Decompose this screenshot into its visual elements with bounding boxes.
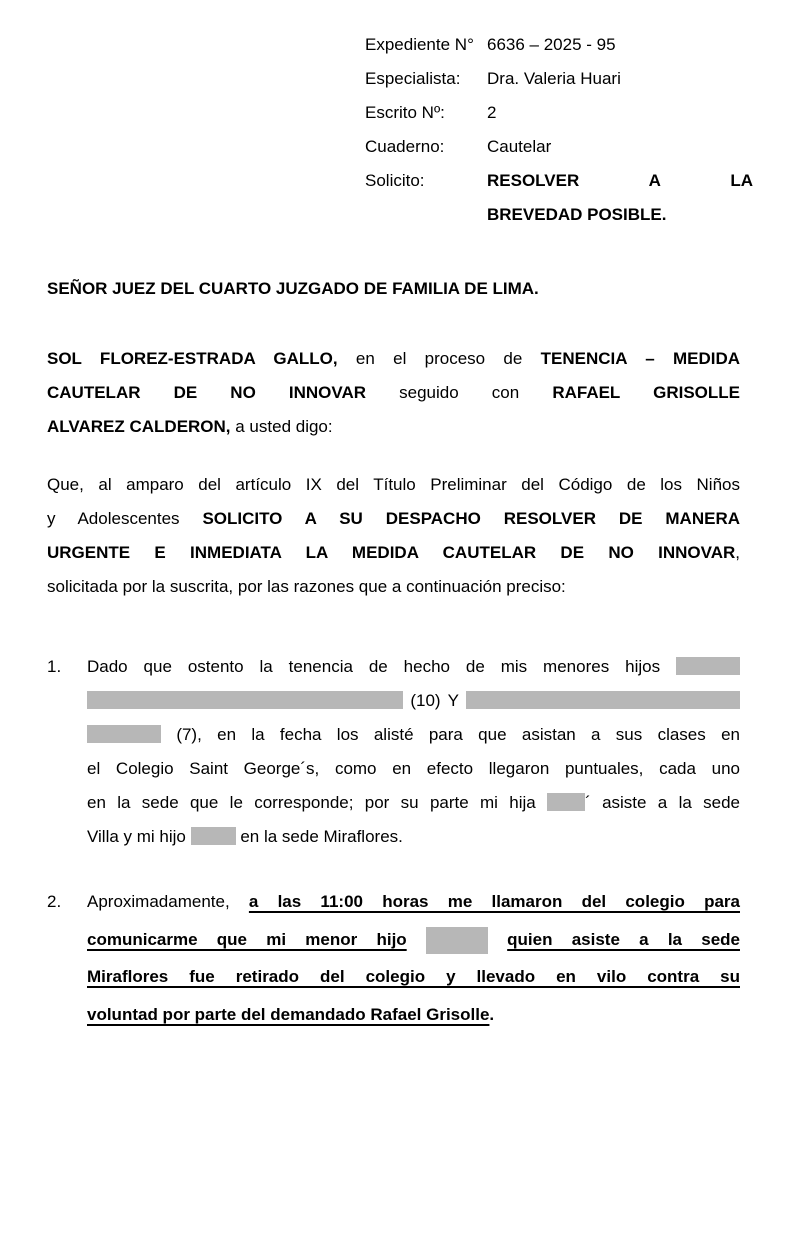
field-value-line: Cautelar [487, 137, 552, 156]
text-line [87, 921, 740, 959]
redaction-box [191, 827, 236, 845]
text-segment: en el proceso de [337, 349, 541, 368]
text-segment: URGENTE E INMEDIATA LA MEDIDA CAUTELAR DE NO INNOVAR [47, 543, 736, 562]
text-segment: CAUTELAR DE NO INNOVAR [47, 383, 367, 402]
text-segment [407, 930, 426, 949]
text-segment: Miraflores fue retirado del colegio y llevado en vilo contra su [87, 967, 740, 986]
text-segment [536, 793, 547, 812]
text-line [47, 410, 740, 444]
text-line [87, 718, 740, 752]
redaction-box [547, 793, 585, 811]
text-segment: a usted digo: [230, 417, 333, 436]
field-value-line: 6636 – 2025 - 95 [487, 35, 616, 54]
field-value-line: RESOLVER A LA [487, 171, 753, 190]
text-segment: . [489, 1004, 495, 1024]
text-segment: Dado que ostento la tenencia de hecho de mis menores hijos [87, 657, 661, 676]
text-segment: seguido con [366, 383, 553, 402]
text-line [47, 468, 740, 502]
text-segment: en la sede Miraflores. [235, 827, 403, 846]
field-value-line: 2 [487, 103, 497, 122]
field-row-2 [365, 96, 753, 130]
text-segment: ´ asiste a la sede [585, 793, 740, 812]
field-label: Expediente N° [365, 35, 474, 54]
text-line [47, 536, 740, 570]
header-fields [365, 28, 753, 232]
field-value [487, 164, 753, 232]
text-segment: , [735, 543, 740, 562]
field-label: Solicito: [365, 171, 425, 190]
numbered-item-1 [47, 650, 740, 854]
text-line [87, 958, 740, 996]
text-segment: a las 11:00 horas me llamaron del colegio para [248, 892, 740, 911]
redaction-box [426, 927, 488, 954]
text-segment: ALVAREZ CALDERON, [47, 417, 231, 436]
text-segment [488, 930, 507, 949]
redaction-box [676, 657, 740, 675]
field-label: Cuaderno: [365, 137, 445, 156]
text-line [87, 996, 740, 1034]
text-line [47, 272, 740, 306]
text-line [47, 502, 740, 536]
redaction-box [87, 725, 161, 743]
text-line [87, 883, 740, 921]
text-segment: TENENCIA – MEDIDA [540, 349, 740, 368]
text-segment: comunicarme que mi menor hijo [87, 929, 407, 949]
redaction-box [87, 691, 403, 709]
request-paragraph [47, 468, 740, 604]
field-row-4 [365, 164, 753, 232]
text-line [87, 684, 740, 718]
text-line [47, 570, 740, 604]
text-segment: RAFAEL GRISOLLE [552, 383, 740, 402]
field-row-0 [365, 28, 753, 62]
text-segment: SOLICITO A SU DESPACHO RESOLVER DE MANERA [202, 509, 740, 528]
text-line [87, 820, 740, 854]
text-segment: voluntad por parte del demandado Rafael Grisolle [87, 1004, 490, 1024]
text-segment: el Colegio Saint George´s, como en efecto llegaron puntuales, cada uno [87, 759, 740, 778]
field-row-3 [365, 130, 753, 164]
text-segment: Que, al amparo del artículo IX del Título Preliminar del Código de los Niños [47, 475, 740, 494]
text-segment: (10) Y [403, 691, 466, 710]
text-segment: en la sede que le corresponde; por su parte mi hija [87, 793, 536, 812]
list-number: 1. [47, 657, 62, 676]
text-line [87, 786, 740, 820]
text-segment: Villa y mi hijo [87, 827, 191, 846]
field-value [487, 62, 753, 96]
text-line [47, 376, 740, 410]
salutation-heading [47, 272, 740, 306]
field-value [487, 130, 753, 164]
field-value-line: Dra. Valeria Huari [487, 69, 621, 88]
field-value [487, 28, 753, 62]
field-row-1 [365, 62, 753, 96]
text-segment: Aproximadamente, [87, 892, 249, 911]
field-label: Escrito Nº: [365, 103, 445, 122]
text-segment: SEÑOR JUEZ DEL CUARTO JUZGADO DE FAMILIA DE LIMA. [47, 279, 539, 298]
redaction-box [466, 691, 740, 709]
text-segment: (7), en la fecha los alisté para que asistan a sus clases en [161, 725, 740, 744]
list-number: 2. [47, 892, 62, 911]
text-segment [660, 657, 676, 676]
text-line [87, 752, 740, 786]
numbered-item-2 [47, 883, 740, 1033]
field-value [487, 96, 753, 130]
text-line [87, 650, 740, 684]
text-line [47, 342, 740, 376]
field-value-line: BREVEDAD POSIBLE. [487, 205, 667, 224]
field-label: Especialista: [365, 69, 461, 88]
text-segment: solicitada por la suscrita, por las razones que a continuación preciso: [47, 577, 566, 596]
text-segment: y Adolescentes [47, 509, 203, 528]
text-segment: quien asiste a la sede [507, 929, 740, 949]
intro-paragraph [47, 342, 740, 444]
text-segment: SOL FLOREZ-ESTRADA GALLO, [47, 349, 338, 368]
